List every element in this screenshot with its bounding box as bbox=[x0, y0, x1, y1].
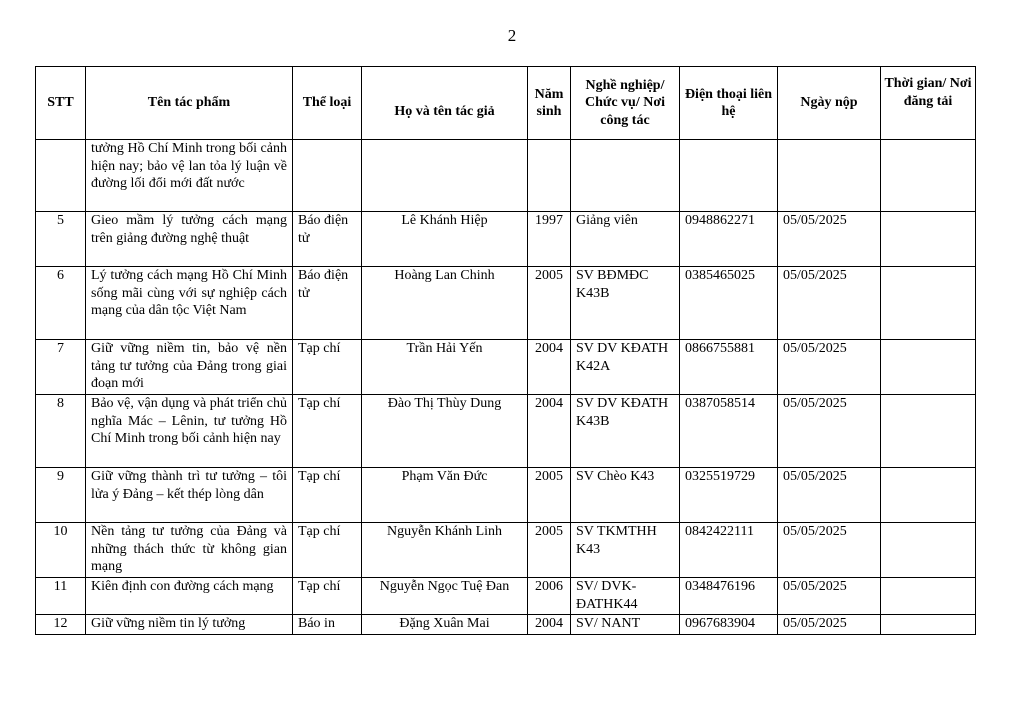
cell-submit-date: 05/05/2025 bbox=[778, 267, 881, 340]
cell-birth-year: 2004 bbox=[528, 340, 571, 395]
cell-publish bbox=[881, 140, 976, 212]
header-submit-date: Ngày nộp bbox=[778, 67, 881, 140]
table-row bbox=[36, 578, 976, 615]
cell-submit-date: 05/05/2025 bbox=[778, 578, 881, 615]
cell-occupation: SV Chèo K43 bbox=[571, 468, 680, 523]
cell-author: Đào Thị Thùy Dung bbox=[362, 395, 528, 468]
cell-birth-year: 2005 bbox=[528, 267, 571, 340]
table-row bbox=[36, 523, 976, 578]
cell-publish bbox=[881, 468, 976, 523]
table-row bbox=[36, 468, 976, 523]
header-phone: Điện thoại liên hệ bbox=[680, 67, 778, 140]
cell-birth-year bbox=[528, 140, 571, 212]
header-author: Họ và tên tác giả bbox=[362, 67, 528, 140]
cell-occupation: SV BĐMĐC K43B bbox=[571, 267, 680, 340]
table-header-row bbox=[36, 67, 976, 140]
table-row bbox=[36, 140, 976, 212]
cell-phone: 0842422111 bbox=[680, 523, 778, 578]
cell-birth-year: 2005 bbox=[528, 468, 571, 523]
cell-phone: 0948862271 bbox=[680, 212, 778, 267]
cell-publish bbox=[881, 395, 976, 468]
cell-phone: 0325519729 bbox=[680, 468, 778, 523]
cell-occupation: SV/ NANT bbox=[571, 615, 680, 635]
cell-birth-year: 2006 bbox=[528, 578, 571, 615]
cell-occupation: SV DV KĐATH K42A bbox=[571, 340, 680, 395]
cell-author: Nguyễn Ngọc Tuệ Đan bbox=[362, 578, 528, 615]
cell-occupation: SV TKMTHH K43 bbox=[571, 523, 680, 578]
cell-birth-year: 2004 bbox=[528, 615, 571, 635]
table-row bbox=[36, 340, 976, 395]
cell-title: Gieo mầm lý tưởng cách mạng trên giảng đường nghệ thuật bbox=[86, 212, 293, 267]
cell-submit-date: 05/05/2025 bbox=[778, 395, 881, 468]
cell-occupation bbox=[571, 140, 680, 212]
cell-phone: 0866755881 bbox=[680, 340, 778, 395]
cell-submit-date: 05/05/2025 bbox=[778, 340, 881, 395]
page-number: 2 bbox=[507, 26, 517, 45]
cell-stt bbox=[36, 140, 86, 212]
cell-phone: 0385465025 bbox=[680, 267, 778, 340]
cell-stt: 6 bbox=[36, 267, 86, 340]
cell-title: Nền tảng tư tưởng của Đảng và những thách thức từ không gian mạng bbox=[86, 523, 293, 578]
table-row bbox=[36, 212, 976, 267]
header-genre: Thể loại bbox=[293, 67, 362, 140]
cell-genre bbox=[293, 140, 362, 212]
cell-genre: Tạp chí bbox=[293, 523, 362, 578]
cell-phone bbox=[680, 140, 778, 212]
cell-phone: 0348476196 bbox=[680, 578, 778, 615]
cell-title: Giữ vững niềm tin, bảo vệ nền tảng tư tưởng của Đảng trong giai đoạn mới bbox=[86, 340, 293, 395]
cell-author: Phạm Văn Đức bbox=[362, 468, 528, 523]
cell-occupation: SV/ DVK-ĐATHK44 bbox=[571, 578, 680, 615]
cell-publish bbox=[881, 212, 976, 267]
cell-stt: 5 bbox=[36, 212, 86, 267]
cell-submit-date: 05/05/2025 bbox=[778, 615, 881, 635]
cell-stt: 8 bbox=[36, 395, 86, 468]
cell-genre: Tạp chí bbox=[293, 578, 362, 615]
cell-title: Giữ vững thành trì tư tưởng – tôi lửa ý Đảng – kết thép lòng dân bbox=[86, 468, 293, 523]
cell-publish bbox=[881, 340, 976, 395]
cell-author: Nguyễn Khánh Linh bbox=[362, 523, 528, 578]
cell-genre: Báo điện tử bbox=[293, 212, 362, 267]
cell-birth-year: 1997 bbox=[528, 212, 571, 267]
cell-genre: Báo in bbox=[293, 615, 362, 635]
cell-birth-year: 2004 bbox=[528, 395, 571, 468]
cell-occupation: SV DV KĐATH K43B bbox=[571, 395, 680, 468]
cell-author: Đặng Xuân Mai bbox=[362, 615, 528, 635]
cell-submit-date: 05/05/2025 bbox=[778, 212, 881, 267]
cell-stt: 11 bbox=[36, 578, 86, 615]
cell-publish bbox=[881, 267, 976, 340]
cell-genre: Tạp chí bbox=[293, 395, 362, 468]
cell-title: Lý tưởng cách mạng Hồ Chí Minh sống mãi cùng với sự nghiệp cách mạng của dân tộc Việt Nam bbox=[86, 267, 293, 340]
cell-submit-date: 05/05/2025 bbox=[778, 468, 881, 523]
cell-submit-date bbox=[778, 140, 881, 212]
cell-stt: 12 bbox=[36, 615, 86, 635]
cell-birth-year: 2005 bbox=[528, 523, 571, 578]
cell-publish bbox=[881, 578, 976, 615]
cell-stt: 9 bbox=[36, 468, 86, 523]
cell-author: Trần Hải Yến bbox=[362, 340, 528, 395]
cell-genre: Tạp chí bbox=[293, 468, 362, 523]
cell-occupation: Giảng viên bbox=[571, 212, 680, 267]
cell-author bbox=[362, 140, 528, 212]
cell-genre: Tạp chí bbox=[293, 340, 362, 395]
cell-title: Bảo vệ, vận dụng và phát triển chủ nghĩa Mác – Lênin, tư tưởng Hồ Chí Minh trong bối cảnh hiện nay bbox=[86, 395, 293, 468]
cell-title: tưởng Hồ Chí Minh trong bối cảnh hiện nay; bảo vệ lan tỏa lý luận về đường lối đổi mới đất nước bbox=[86, 140, 293, 212]
header-stt: STT bbox=[36, 67, 86, 140]
cell-publish bbox=[881, 615, 976, 635]
cell-phone: 0967683904 bbox=[680, 615, 778, 635]
cell-title: Kiên định con đường cách mạng bbox=[86, 578, 293, 615]
header-birth-year: Năm sinh bbox=[528, 67, 571, 140]
cell-title: Giữ vững niềm tin lý tưởng bbox=[86, 615, 293, 635]
table-row bbox=[36, 395, 976, 468]
cell-publish bbox=[881, 523, 976, 578]
cell-submit-date: 05/05/2025 bbox=[778, 523, 881, 578]
cell-stt: 7 bbox=[36, 340, 86, 395]
header-occupation: Nghề nghiệp/ Chức vụ/ Nơi công tác bbox=[571, 67, 680, 140]
cell-author: Hoàng Lan Chinh bbox=[362, 267, 528, 340]
cell-phone: 0387058514 bbox=[680, 395, 778, 468]
cell-author: Lê Khánh Hiệp bbox=[362, 212, 528, 267]
table-row bbox=[36, 267, 976, 340]
header-title: Tên tác phẩm bbox=[86, 67, 293, 140]
cell-stt: 10 bbox=[36, 523, 86, 578]
table-row bbox=[36, 615, 976, 635]
cell-genre: Báo điện tử bbox=[293, 267, 362, 340]
submissions-table bbox=[35, 66, 976, 635]
header-publish: Thời gian/ Nơi đăng tải bbox=[881, 67, 976, 140]
